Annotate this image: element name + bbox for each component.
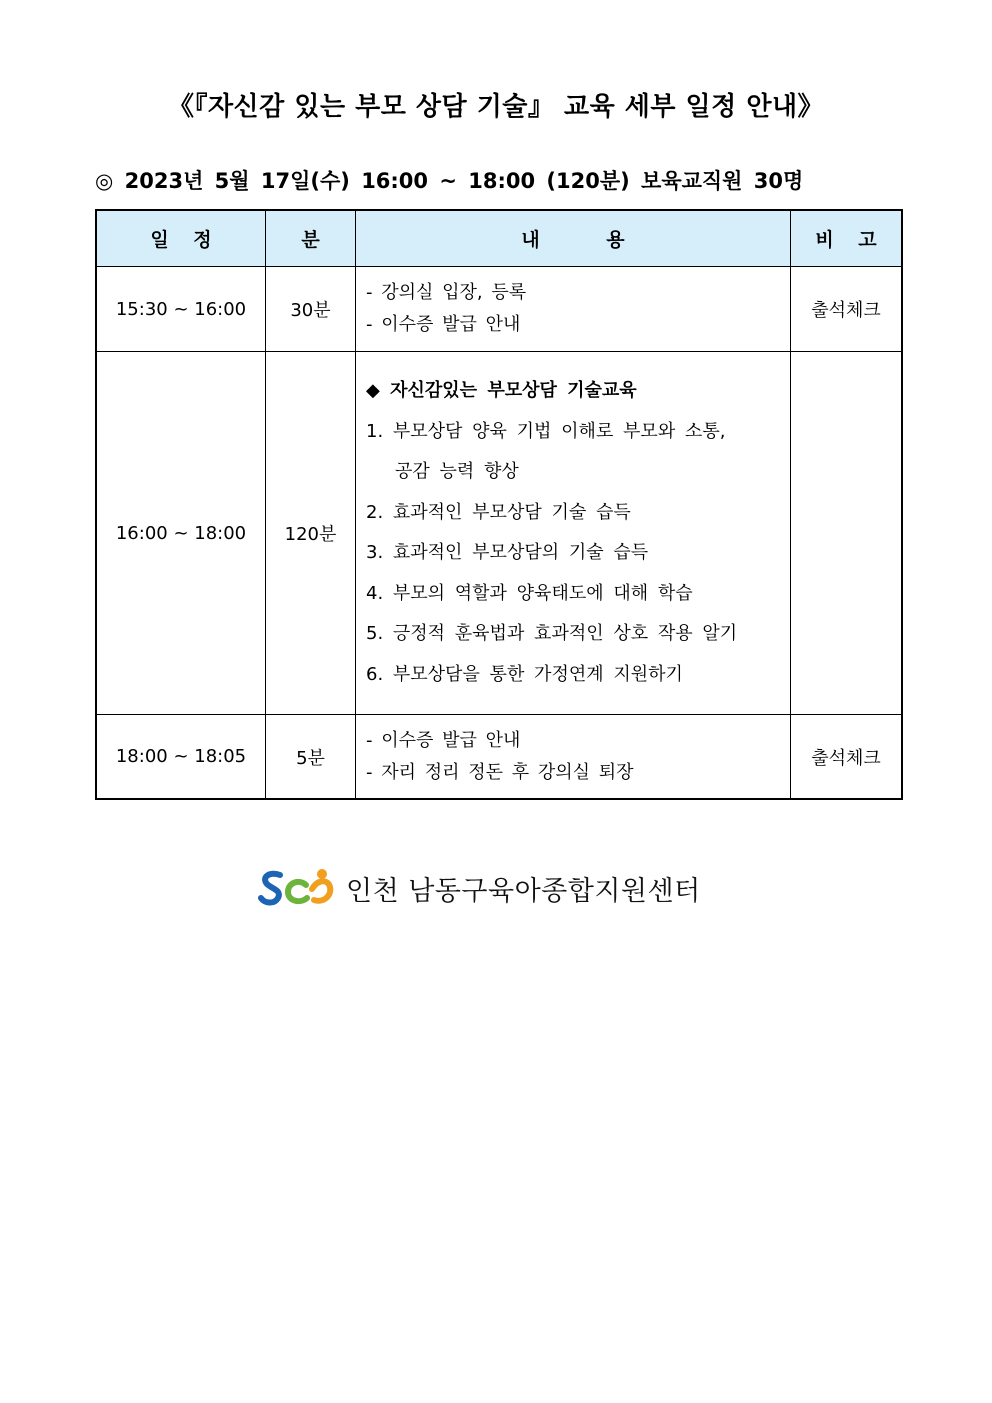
row-content — [356, 352, 791, 715]
content-heading: ◆ 자신감있는 부모상담 기술교육 — [366, 380, 637, 401]
row-content — [356, 267, 791, 352]
header-content: 내 용 — [356, 210, 791, 267]
content-line: - 이수증 발급 안내 — [366, 729, 521, 751]
footer — [258, 867, 701, 909]
header-minutes: 분 — [266, 210, 356, 267]
row-minutes: 5분 — [266, 715, 356, 800]
content-line: 6. 부모상담을 통한 가정연계 지원하기 — [366, 663, 683, 685]
row-minutes: 120분 — [266, 352, 356, 715]
content-line: - 이수증 발급 안내 — [366, 314, 521, 335]
event-summary: ◎ 2023년 5월 17일(수) 16:00 ~ 18:00 (120분) 보육교직원 30명 — [95, 169, 804, 193]
row-note — [791, 352, 903, 715]
row-time: 18:00 ~ 18:05 — [96, 715, 266, 800]
page-title: 《『자신감 있는 부모 상담 기술』 교육 세부 일정 안내》 — [167, 92, 825, 122]
center-logo-icon — [258, 867, 334, 909]
row-content — [356, 715, 791, 800]
row-note: 출석체크 — [791, 715, 903, 800]
content-line: - 강의실 입장, 등록 — [366, 282, 527, 303]
content-line: 4. 부모의 역할과 양육태도에 대해 학습 — [366, 582, 693, 604]
content-line: 3. 효과적인 부모상담의 기술 습득 — [366, 542, 649, 563]
header-schedule: 일 정 — [96, 210, 266, 267]
organization-name: 인천 남동구육아종합지원센터 — [346, 875, 701, 907]
row-minutes: 30분 — [266, 267, 356, 352]
table-header-row — [96, 210, 902, 267]
content-line: 1. 부모상담 양육 기법 이해로 부모와 소통, — [366, 420, 726, 442]
content-line: - 자리 정리 정돈 후 강의실 퇴장 — [366, 761, 634, 783]
header-note: 비 고 — [791, 210, 903, 267]
row-time: 16:00 ~ 18:00 — [96, 352, 266, 715]
schedule-table — [95, 209, 903, 800]
table-row — [96, 267, 902, 352]
table-row — [96, 715, 902, 800]
content-line: 2. 효과적인 부모상담 기술 습득 — [366, 501, 631, 523]
content-line: 공감 능력 향상 — [395, 461, 519, 482]
row-note: 출석체크 — [791, 267, 903, 352]
row-time: 15:30 ~ 16:00 — [96, 267, 266, 352]
content-line: 5. 긍정적 훈육법과 효과적인 상호 작용 알기 — [366, 623, 738, 644]
table-row — [96, 352, 902, 715]
